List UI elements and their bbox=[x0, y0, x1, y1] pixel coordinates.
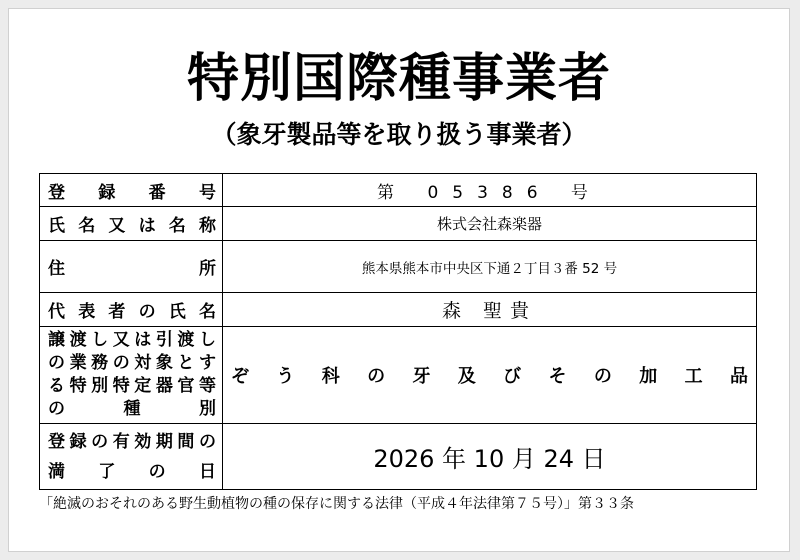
value-species bbox=[223, 327, 757, 424]
char: 特 bbox=[112, 376, 130, 396]
spaced-text bbox=[48, 297, 216, 322]
char: 又 bbox=[112, 330, 130, 350]
spaced-text bbox=[48, 178, 216, 203]
char: 器 bbox=[155, 376, 173, 396]
char: 名 bbox=[168, 216, 186, 236]
label-expiry bbox=[40, 424, 223, 490]
char: 工 bbox=[684, 366, 703, 387]
char: 期 bbox=[155, 431, 173, 452]
char: す bbox=[198, 353, 216, 373]
sign-title: 特別国際種事業者 bbox=[186, 49, 611, 109]
char: 住 bbox=[48, 259, 65, 279]
registration-table bbox=[39, 173, 757, 490]
char: 者 bbox=[108, 302, 126, 322]
row-registration-number bbox=[40, 174, 757, 207]
char: 又 bbox=[108, 216, 126, 236]
row-representative bbox=[40, 293, 757, 327]
char: の bbox=[112, 353, 130, 373]
char: の bbox=[198, 431, 216, 452]
char: 官 bbox=[177, 376, 195, 396]
char: 氏 bbox=[168, 302, 186, 322]
char: う bbox=[276, 366, 295, 387]
char: 了 bbox=[98, 461, 116, 482]
char: 渡 bbox=[177, 330, 195, 350]
char: 別 bbox=[91, 376, 109, 396]
spaced-text bbox=[48, 375, 216, 398]
char: の bbox=[48, 353, 65, 373]
registration-sign bbox=[8, 8, 790, 552]
char: 称 bbox=[198, 216, 216, 236]
char: 有 bbox=[112, 431, 130, 452]
char: 氏 bbox=[48, 216, 65, 236]
row-address bbox=[40, 241, 757, 293]
char: 特 bbox=[69, 376, 87, 396]
char: 引 bbox=[155, 330, 173, 350]
char: 録 bbox=[98, 182, 116, 203]
char: 登 bbox=[48, 431, 65, 452]
char: 番 bbox=[148, 182, 166, 203]
char: 号 bbox=[198, 182, 216, 203]
value-name: 株式会社森楽器 bbox=[223, 207, 757, 241]
spaced-text bbox=[48, 211, 216, 236]
char: 名 bbox=[78, 216, 96, 236]
char: 定 bbox=[134, 376, 152, 396]
char: そ bbox=[548, 366, 567, 387]
char: 満 bbox=[48, 461, 65, 482]
label-species bbox=[40, 327, 223, 424]
char: 代 bbox=[48, 302, 65, 322]
char: の bbox=[91, 431, 109, 452]
spaced-text bbox=[48, 329, 216, 352]
char: 種 bbox=[123, 399, 141, 419]
char: の bbox=[148, 461, 166, 482]
label-registration-number bbox=[40, 174, 223, 207]
char: 務 bbox=[91, 353, 109, 373]
char: 品 bbox=[729, 366, 748, 387]
label-representative bbox=[40, 293, 223, 327]
char: 科 bbox=[321, 366, 340, 387]
char: 登 bbox=[48, 182, 65, 203]
char: の bbox=[48, 399, 65, 419]
char: は bbox=[138, 216, 156, 236]
legal-reference: 「絶滅のおそれのある野生動植物の種の保存に関する法律（平成４年法律第７５号）」第３３条 bbox=[39, 496, 634, 512]
spaced-text bbox=[48, 457, 216, 487]
sign-subtitle: （象牙製品等を取り扱う事業者） bbox=[211, 120, 587, 149]
char: 間 bbox=[177, 431, 195, 452]
char: 象 bbox=[155, 353, 173, 373]
char: の bbox=[138, 302, 156, 322]
char: の bbox=[593, 366, 612, 387]
spaced-text bbox=[48, 254, 216, 279]
spaced-text bbox=[48, 352, 216, 375]
row-species bbox=[40, 327, 757, 424]
value-address: 熊本県熊本市中央区下通２丁目３番 52 号 bbox=[223, 241, 757, 293]
char: 牙 bbox=[412, 366, 431, 387]
spaced-text bbox=[231, 362, 748, 388]
char: 名 bbox=[198, 302, 216, 322]
char: 表 bbox=[78, 302, 96, 322]
char: 等 bbox=[198, 376, 216, 396]
value-representative: 森 聖貴 bbox=[223, 293, 757, 327]
char: 効 bbox=[134, 431, 152, 452]
char: 及 bbox=[457, 366, 476, 387]
char: 譲 bbox=[48, 330, 65, 350]
char: し bbox=[198, 330, 216, 350]
char: し bbox=[91, 330, 109, 350]
value-expiry-date: 2026 年 10 月 24 日 bbox=[223, 424, 757, 490]
char: の bbox=[367, 366, 386, 387]
char: 日 bbox=[198, 461, 216, 482]
char: と bbox=[177, 353, 195, 373]
label-address bbox=[40, 241, 223, 293]
char: 録 bbox=[69, 431, 87, 452]
char: 加 bbox=[639, 366, 658, 387]
char: 対 bbox=[134, 353, 152, 373]
value-registration-number: 第 05386 号 bbox=[223, 174, 757, 207]
spaced-text bbox=[48, 398, 216, 421]
char: る bbox=[48, 376, 65, 396]
char: 別 bbox=[199, 399, 216, 419]
char: 所 bbox=[199, 259, 216, 279]
char: ぞ bbox=[231, 366, 249, 387]
label-name bbox=[40, 207, 223, 241]
row-expiry bbox=[40, 424, 757, 490]
char: び bbox=[503, 366, 522, 387]
char: 業 bbox=[69, 353, 87, 373]
row-name bbox=[40, 207, 757, 241]
char: は bbox=[134, 330, 152, 350]
char: 渡 bbox=[69, 330, 87, 350]
spaced-text bbox=[48, 427, 216, 457]
